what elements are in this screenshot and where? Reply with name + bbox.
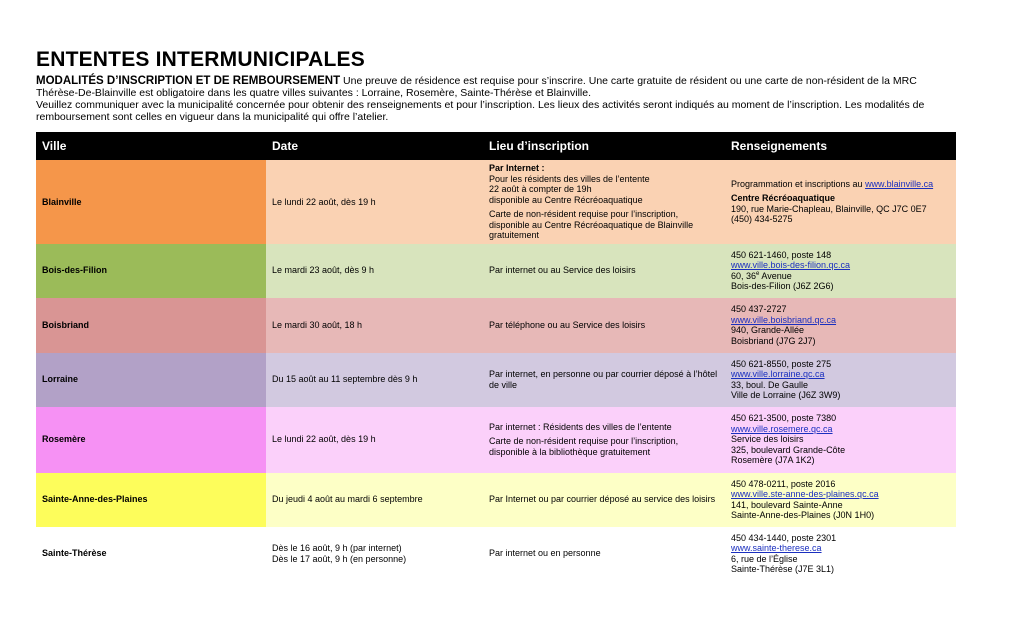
column-header-renseignements: Renseignements — [725, 132, 956, 160]
address-street: Avenue — [759, 270, 792, 281]
website-link[interactable]: www.ville.boisbriand.qc.ca — [731, 314, 837, 325]
address-line — [731, 271, 792, 281]
lieu-line: Par internet : Résidents des villes de l’entente — [489, 421, 672, 432]
table-row-sainte-therese — [36, 527, 956, 581]
address-city: Ville de Lorraine (J6Z 3W9) — [731, 390, 841, 400]
cell-date: Le mardi 23 août, dès 9 h — [266, 244, 483, 298]
phone-number: 450 621-3500, poste 7380 — [731, 413, 837, 424]
phone-number: 450 434-1440, poste 2301 — [731, 532, 837, 543]
cell-date: Le lundi 22 août, dès 19 h — [266, 407, 483, 473]
cell-renseignements — [725, 527, 956, 581]
address-city: Rosemère (J7A 1K2) — [731, 455, 815, 466]
table-row-rosemere — [36, 407, 956, 473]
cell-lieu: Par internet ou en personne — [483, 527, 725, 581]
column-header-date: Date — [266, 132, 483, 160]
address-city: Bois-des-Filion (J6Z 2G6) — [731, 281, 834, 291]
cell-lieu — [483, 407, 725, 473]
cell-ville: Sainte-Thérèse — [36, 527, 266, 581]
intro-paragraph-1 — [36, 75, 956, 99]
lieu-title: Par Internet : — [489, 163, 545, 173]
service-name: Service des loisirs — [731, 434, 804, 445]
address-line: 940, Grande-Allée — [731, 325, 805, 335]
cell-renseignements — [725, 244, 956, 298]
info-prefix: Programmation et inscriptions au — [731, 178, 866, 189]
document-header — [36, 48, 956, 123]
cell-renseignements — [725, 473, 956, 527]
cell-ville: Rosemère — [36, 407, 266, 473]
column-header-ville: Ville — [36, 132, 266, 160]
cell-ville: Bois-des-Filion — [36, 244, 266, 298]
table-row-lorraine — [36, 353, 956, 407]
table-row-boisbriand — [36, 298, 956, 353]
website-link[interactable]: www.blainville.ca — [865, 178, 934, 189]
cell-lieu: Par internet ou au Service des loisirs — [483, 244, 725, 298]
cell-renseignements — [725, 298, 956, 353]
address-city: Sainte-Anne-des-Plaines (J0N 1H0) — [731, 510, 875, 520]
website-link[interactable]: www.ville.bois-des-filion.qc.ca — [731, 260, 851, 270]
phone-number: 450 437-2727 — [731, 304, 787, 314]
cell-lieu: Par Internet ou par courrier déposé au service des loisirs — [483, 473, 725, 527]
cell-lieu: Par téléphone ou au Service des loisirs — [483, 298, 725, 353]
cell-date: Le mardi 30 août, 18 h — [266, 298, 483, 353]
table-row-bois-des-filion — [36, 244, 956, 298]
phone-number: 450 621-8550, poste 275 — [731, 358, 832, 369]
intro-heading: MODALITÉS D’INSCRIPTION ET DE REMBOURSEMENT — [36, 75, 341, 87]
address-line: 6, rue de l’Église — [731, 553, 798, 564]
intro-text-1: Une preuve de résidence est requise pour s’inscrire. Une carte gratuite de résident ou une carte de non-résident de la MRC Thérèse-De-Blainville est obligatoire dans les quatre villes suivantes : Lorraine, Rosemère, Sainte-Thérèse et Blainville. — [36, 75, 917, 99]
address-line: 325, boulevard Grande-Côte — [731, 444, 846, 455]
table-row-blainville — [36, 160, 956, 244]
website-link[interactable]: www.ville.ste-anne-des-plaines.qc.ca — [731, 489, 879, 499]
intro-text — [36, 75, 956, 123]
cell-ville: Boisbriand — [36, 298, 266, 353]
lieu-block — [489, 163, 719, 205]
address-city: Sainte-Thérèse (J7E 3L1) — [731, 564, 835, 574]
website-link[interactable]: www.ville.rosemere.qc.ca — [731, 423, 833, 434]
table-row-sainte-anne-des-plaines — [36, 473, 956, 527]
address-line: 33, boul. De Gaulle — [731, 379, 809, 390]
info-line — [731, 179, 950, 190]
cell-ville: Sainte-Anne-des-Plaines — [36, 473, 266, 527]
cell-renseignements — [725, 407, 956, 473]
cell-date: Du 15 août au 11 septembre dès 9 h — [266, 353, 483, 407]
phone-number: (450) 434-5275 — [731, 214, 793, 225]
address-line: 190, rue Marie-Chapleau, Blainville, QC J7C 0E7 — [731, 203, 927, 214]
date-line: Dès le 17 août, 9 h (en personne) — [272, 553, 407, 564]
ordinal-suffix: e — [756, 270, 760, 277]
cell-date: Le lundi 22 août, dès 19 h — [266, 160, 483, 244]
cell-date: Du jeudi 4 août au mardi 6 septembre — [266, 473, 483, 527]
phone-number: 450 478-0211, poste 2016 — [731, 478, 836, 489]
intro-paragraph-2: Veuillez communiquer avec la municipalité concernée pour obtenir des renseignements et pour l’inscription. Les lieux des activités seront indiqués au moment de l’inscription. Les modalités de remboursement sont celles en vigueur dans la municipalité qui offre l’atelier. — [36, 99, 925, 123]
date-line: Dès le 16 août, 9 h (par internet) — [272, 543, 402, 553]
info-block — [731, 193, 950, 225]
cell-ville: Blainville — [36, 160, 266, 244]
cell-ville: Lorraine — [36, 353, 266, 407]
phone-number: 450 621-1460, poste 148 — [731, 249, 832, 260]
lieu-line: 22 août à compter de 19h — [489, 184, 592, 194]
info-title: Centre Récréoaquatique — [731, 193, 836, 204]
address-line: 141, boulevard Sainte-Anne — [731, 499, 843, 510]
page-title: ENTENTES INTERMUNICIPALES — [36, 48, 365, 71]
lieu-note: Carte de non-résident requise pour l’inscription, disponible au Centre Récréoaquatique de Blainville gratuitement — [489, 209, 694, 240]
ententes-table — [36, 132, 956, 581]
cell-lieu: Par internet, en personne ou par courrier déposé à l’hôtel de ville — [483, 353, 725, 407]
table-header-row — [36, 132, 956, 160]
address-city: Boisbriand (J7G 2J7) — [731, 335, 816, 346]
website-link[interactable]: www.ville.lorraine.qc.ca — [731, 369, 825, 379]
cell-date — [266, 527, 483, 581]
cell-renseignements — [725, 353, 956, 407]
cell-lieu — [483, 160, 725, 244]
column-header-lieu: Lieu d’inscription — [483, 132, 725, 160]
lieu-line: Pour les résidents des villes de l’entente — [489, 173, 650, 184]
lieu-note: Carte de non-résident requise pour l’inscription, disponible à la bibliothèque gratuitement — [489, 436, 679, 457]
website-link[interactable]: www.sainte-therese.ca — [731, 543, 822, 553]
address-number: 60, 36 — [731, 270, 757, 281]
lieu-line: disponible au Centre Récréoaquatique — [489, 194, 643, 205]
cell-renseignements — [725, 160, 956, 244]
